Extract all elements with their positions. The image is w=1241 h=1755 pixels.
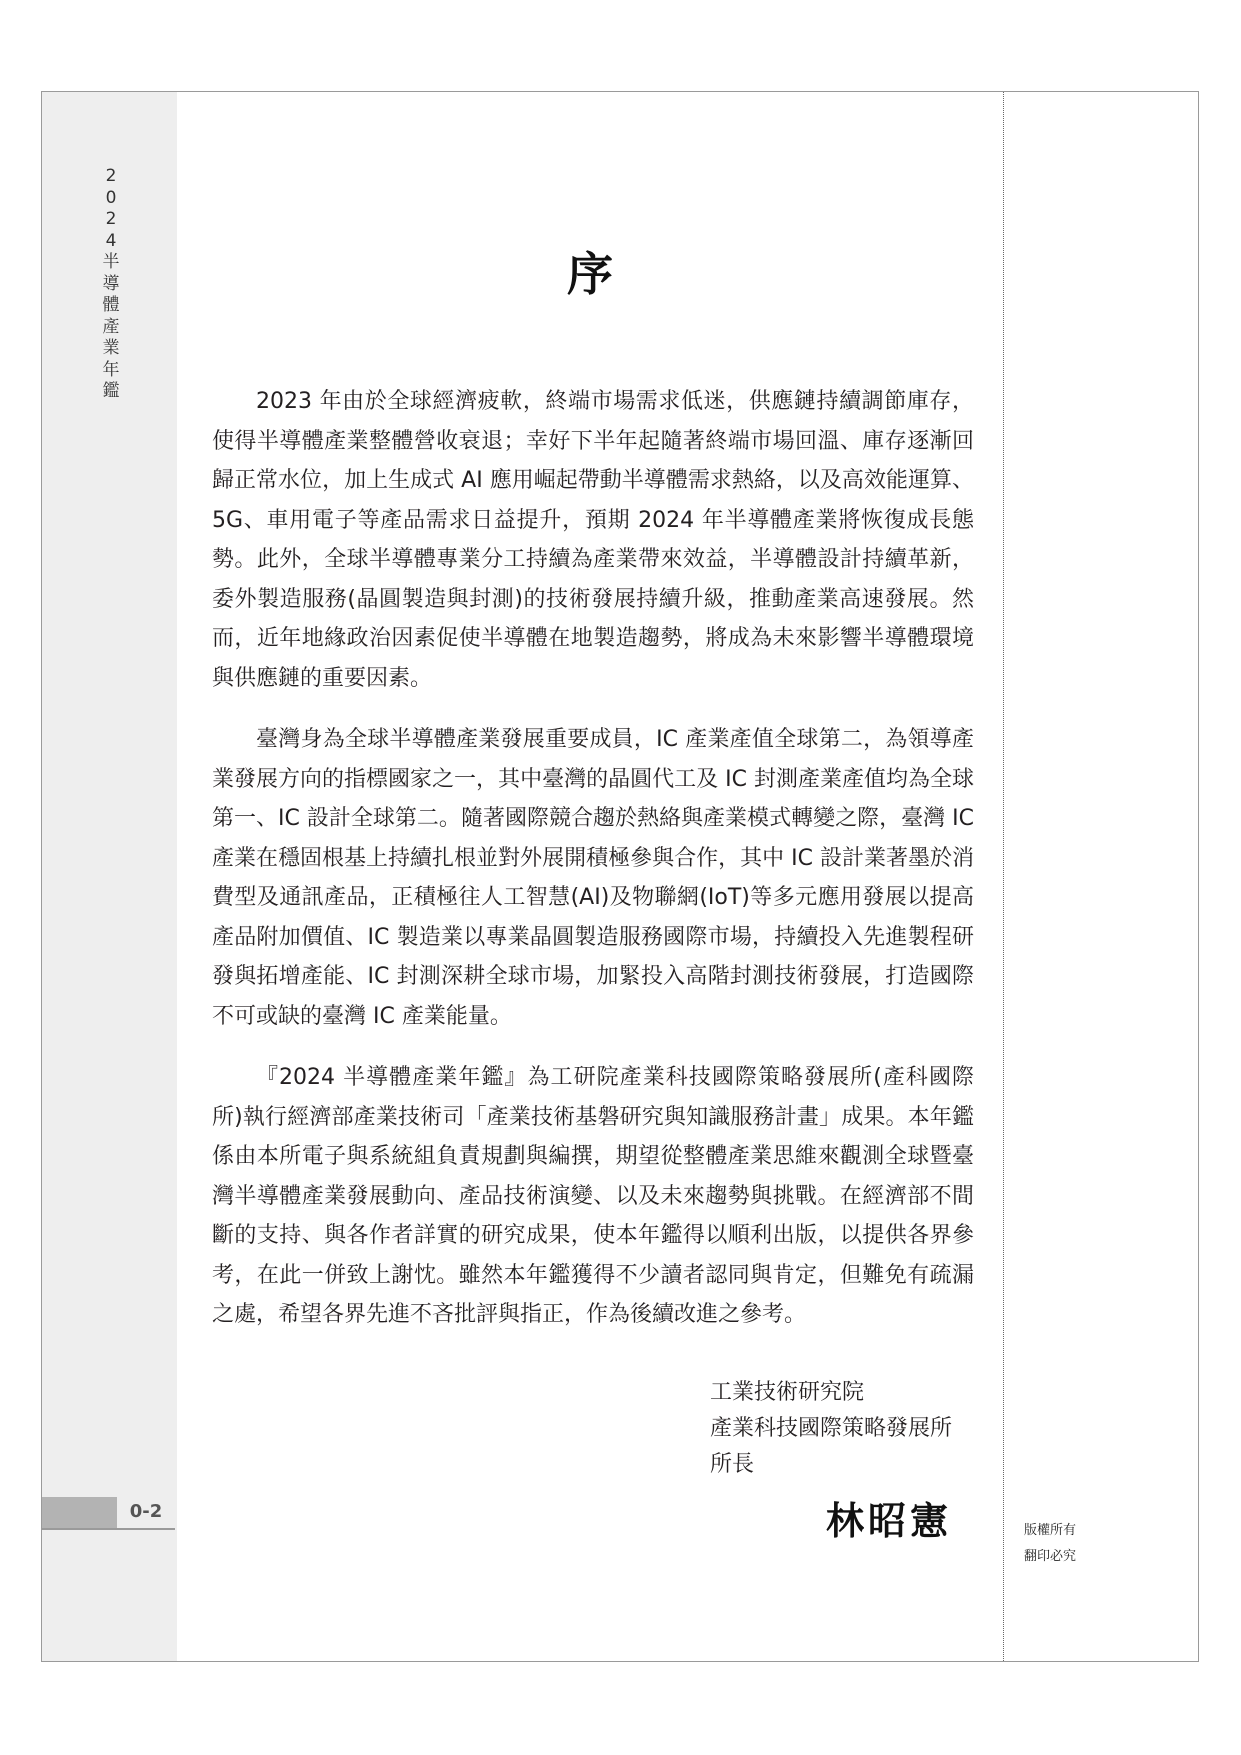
vertical-title-char: 產 bbox=[102, 316, 120, 337]
page-heading: 序 bbox=[567, 247, 613, 301]
preface-body bbox=[212, 382, 974, 1357]
signoff-block bbox=[710, 1375, 952, 1483]
vertical-title-char: 4 bbox=[105, 230, 117, 251]
paragraph: 2023 年由於全球經濟疲軟，終端市場需求低迷，供應鏈持續調節庫存，使得半導體產業整體營收衰退；幸好下半年起隨著終端市場回溫、庫存逐漸回歸正常水位，加上生成式 AI 應用崛起帶動半導體需求熱絡，以及高效能運算、5G、車用電子等產品需求日益提升，預期 2024 年半導體產業將恢復成長態勢。此外，全球半導體專業分工持續為產業帶來效益，半導體設計持續革新，委外製造服務(晶圓製造與封測)的技術發展持續升級，推動產業高速發展。然而，近年地緣政治因素促使半導體在地製造趨勢，將成為未來影響半導體環境與供應鏈的重要因素。 bbox=[212, 389, 974, 691]
vertical-title-char: 體 bbox=[102, 295, 120, 315]
paragraph: 『2024 半導體產業年鑑』為工研院產業科技國際策略發展所(產科國際所)執行經濟部產業技術司「產業技術基磐研究與知識服務計畫」成果。本年鑑係由本所電子與系統組負責規劃與編撰，期望從整體產業思維來觀測全球暨臺灣半導體產業發展動向、產品技術演變、以及未來趨勢與挑戰。在經濟部不間斷的支持、與各作者詳實的研究成果，使本年鑑得以順利出版，以提供各界參考，在此一併致上謝忱。雖然本年鑑獲得不少讀者認同與肯定，但難免有疏漏之處，希望各界先進不吝批評與指正，作為後續改進之參考。 bbox=[212, 1065, 974, 1327]
vertical-title-char: 半 bbox=[102, 252, 120, 272]
signoff-dept: 產業科技國際策略發展所 bbox=[710, 1416, 953, 1441]
vertical-title-char: 業 bbox=[102, 338, 120, 358]
vertical-title-char: 鑑 bbox=[102, 381, 120, 401]
margin-divider bbox=[1003, 92, 1004, 1661]
vertical-title-char: 2 bbox=[105, 166, 117, 186]
vertical-title-char: 年 bbox=[102, 359, 120, 380]
vertical-title-char: 導 bbox=[102, 273, 120, 294]
page-number-rule bbox=[42, 1528, 175, 1530]
signoff-title: 所長 bbox=[710, 1452, 755, 1477]
vertical-title-char: 2 bbox=[105, 209, 117, 229]
page-number: 0-2 bbox=[129, 1501, 163, 1522]
signature: 林昭憲 bbox=[826, 1498, 953, 1543]
copyright-line: 版權所有 bbox=[1024, 1523, 1077, 1538]
copyright-line: 翻印必究 bbox=[1024, 1549, 1077, 1564]
page-number-tab bbox=[42, 1497, 117, 1528]
paragraph: 臺灣身為全球半導體產業發展重要成員，IC 產業產值全球第二，為領導產業發展方向的指標國家之一，其中臺灣的晶圓代工及 IC 封測產業產值均為全球第一、IC 設計全球第二。隨著國際競合趨於熱絡與產業模式轉變之際，臺灣 IC 產業在穩固根基上持續扎根並對外展開積極參與合作，其中 IC 設計業著墨於消費型及通訊產品，正積極往人工智慧(AI)及物聯網(IoT)等多元應用發展以提高產品附加價值、IC 製造業以專業晶圓製造服務國際市場，持續投入先進製程研發與拓增產能、IC 封測深耕全球市場，加緊投入高階封測技術發展，打造國際不可或缺的臺灣 IC 產業能量。 bbox=[212, 727, 974, 1029]
signoff-org: 工業技術研究院 bbox=[710, 1380, 865, 1405]
copyright-notice bbox=[1024, 1518, 1076, 1570]
vertical-title-char: 0 bbox=[105, 187, 117, 208]
